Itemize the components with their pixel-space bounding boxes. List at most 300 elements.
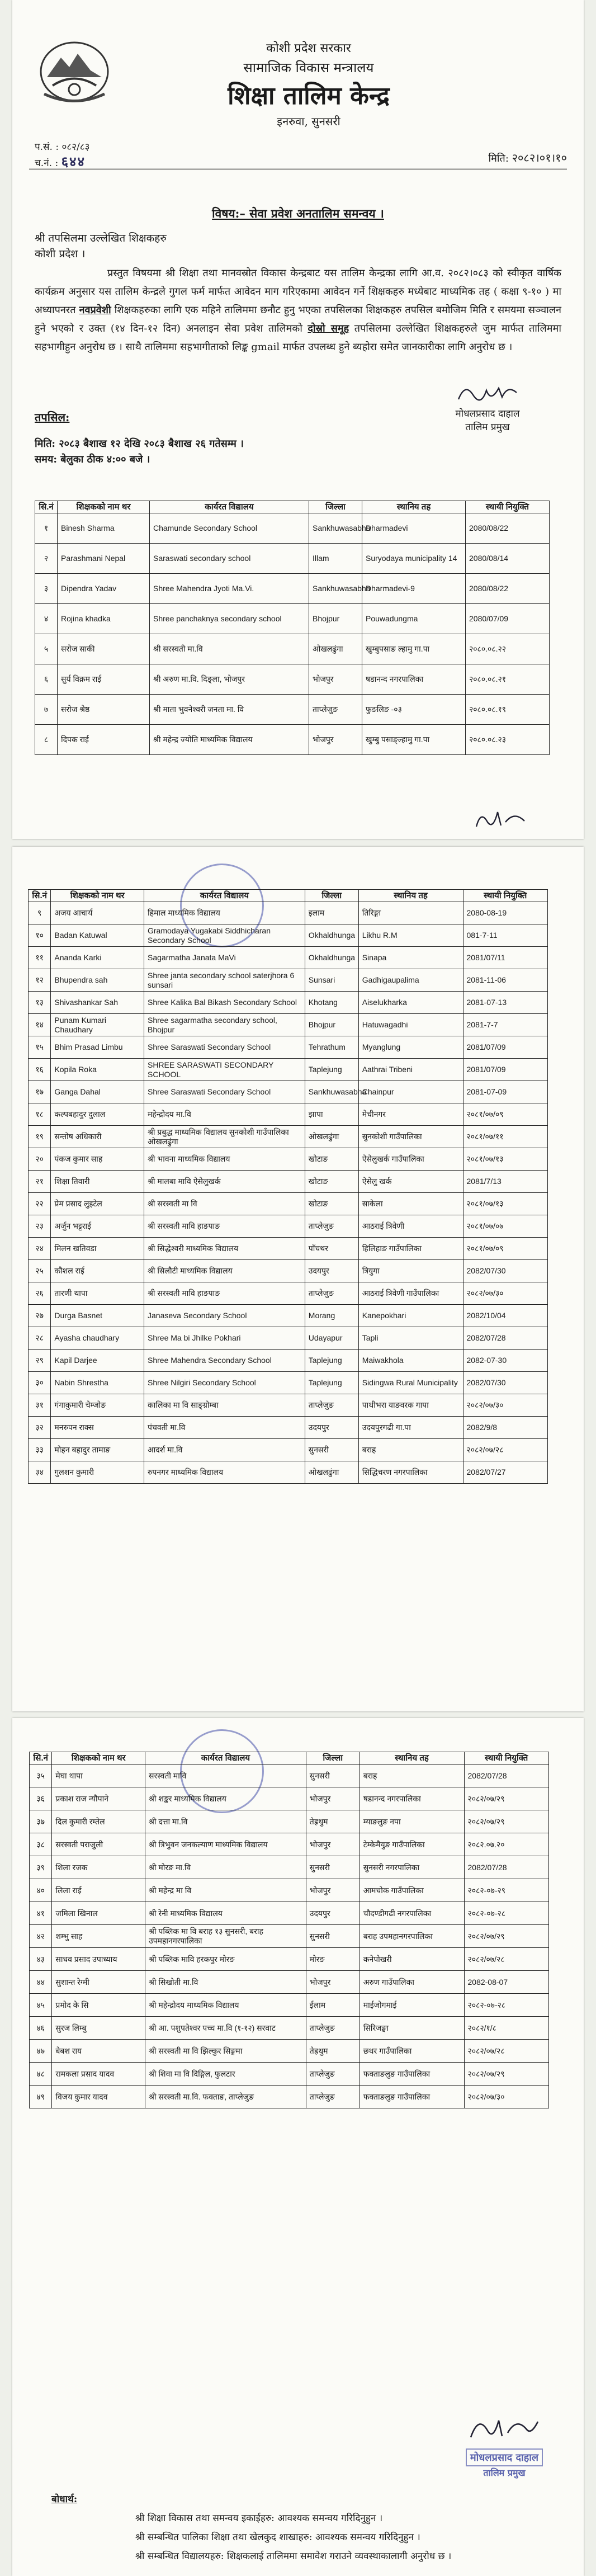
- cell-name: Badan Katuwal: [51, 924, 144, 947]
- cell-district: भोजपुर: [309, 664, 362, 695]
- cell-local-level: Sinapa: [358, 947, 463, 969]
- date-label: मिति:: [488, 153, 509, 164]
- cell-sn: २६: [29, 1282, 51, 1305]
- cell-local-level: खुम्बुपसाङ ल्हामु गा.पा: [362, 634, 466, 664]
- cell-sn: २५: [29, 1260, 51, 1282]
- cell-appointment: 2082/07/27: [463, 1461, 548, 1484]
- col-appointment: स्थायी नियुक्ति: [466, 501, 550, 513]
- office-location: इनरुवा, सुनसरी: [277, 115, 340, 128]
- cell-sn: १६: [29, 1059, 51, 1081]
- cell-district: खोटाङ: [305, 1193, 358, 1215]
- cell-name: Nabin Shrestha: [51, 1372, 144, 1394]
- cell-name: लिला राई: [52, 1879, 145, 1902]
- cell-name: गंगाकुमारी चेम्जोङ: [51, 1394, 144, 1417]
- cell-name: Ganga Dahal: [51, 1081, 144, 1103]
- cell-local-level: Dharmadevi-9: [362, 574, 466, 604]
- col-district: जिल्ला: [309, 501, 362, 513]
- cell-local-level: आठराई त्रिवेणी: [358, 1215, 463, 1238]
- cell-district: खोटाङ: [305, 1171, 358, 1193]
- table-row: [30, 2017, 549, 2040]
- cell-appointment: २०८२-०७-२९: [464, 1879, 549, 1902]
- cell-appointment: 2081/07/11: [463, 947, 548, 969]
- cell-sn: २८: [29, 1327, 51, 1350]
- signature-icon: [465, 2412, 543, 2445]
- cell-appointment: 2080/08/22: [466, 513, 550, 544]
- cell-name: सरोज श्रेष्ठ: [58, 695, 150, 725]
- table-row: [29, 1305, 548, 1327]
- table-row: [29, 924, 548, 947]
- cell-school: Sagarmatha Janata MaVi: [144, 947, 305, 969]
- cell-name: सुरज लिम्बु: [52, 2017, 145, 2040]
- table-row: [35, 695, 550, 725]
- cell-local-level: आमचोक गाउँपालिका: [360, 1879, 464, 1902]
- cell-name: शम्भु साह: [52, 1925, 145, 1948]
- teacher-table-page-3: [29, 1752, 549, 2108]
- cell-school: श्री अरुण मा.वि. दिङ्ला, भोजपुर: [150, 664, 309, 695]
- cell-sn: ३९: [30, 1856, 52, 1879]
- schedule-time: समय: बेलुका ठीक ४:०० बजे ।: [35, 454, 150, 465]
- cell-appointment: २०८१/०७/०९: [463, 1103, 548, 1126]
- cell-name: बेबश राय: [52, 2040, 145, 2063]
- cell-school: Saraswati secondary school: [150, 544, 309, 574]
- cell-school: Shree Saraswati Secondary School: [144, 1081, 305, 1103]
- cell-sn: ३७: [30, 1810, 52, 1833]
- cell-sn: ५: [35, 634, 58, 664]
- cell-name: कौशल राई: [51, 1260, 144, 1282]
- cell-sn: ९: [29, 902, 51, 924]
- col-district: जिल्ला: [305, 890, 358, 902]
- table-row: [29, 1260, 548, 1282]
- cell-district: उदयपुर: [305, 1417, 358, 1439]
- cell-appointment: 2082/07/28: [464, 1764, 549, 1787]
- table-row: [30, 1902, 549, 1925]
- cell-local-level: हिलिहाङ गाउँपालिका: [358, 1238, 463, 1260]
- cell-district: Bhojpur: [305, 1014, 358, 1036]
- cell-local-level: Aiselukharka: [358, 992, 463, 1014]
- cell-school: श्री सरस्वती मावि हाङपाङ: [144, 1282, 305, 1305]
- cell-district: Sankhuwasabha: [305, 1081, 358, 1103]
- salutation: श्री तपसिलमा उल्लेखित शिक्षकहरु: [35, 232, 167, 244]
- addressee-province: कोशी प्रदेश ।: [35, 248, 86, 260]
- cell-appointment: 2080/08/22: [466, 574, 550, 604]
- teacher-table-page-1: [35, 501, 550, 755]
- cell-appointment: 2082/07/28: [464, 1856, 549, 1879]
- cell-school: हिमाल माध्यमिक विद्यालय: [144, 902, 305, 924]
- cell-local-level: चौदण्डीगढी नगरपालिका: [360, 1902, 464, 1925]
- cell-sn: १७: [29, 1081, 51, 1103]
- cell-district: Morang: [305, 1305, 358, 1327]
- office-name: शिक्षा तालिम केन्द्र: [228, 82, 390, 110]
- cell-name: मनरुपन राक्स: [51, 1417, 144, 1439]
- stamp-name: मोधलप्रसाद दाहाल: [466, 2448, 543, 2466]
- cell-appointment: 2081-07-13: [463, 992, 548, 1014]
- cell-name: दिपक राई: [58, 725, 150, 755]
- signature-block: [415, 380, 560, 434]
- cell-local-level: फुङलिङ -०३: [362, 695, 466, 725]
- cell-local-level: टेम्केमैयुङ गाउँपालिका: [360, 1833, 464, 1856]
- cell-school: श्री महेन्द्रोदय माध्यमिक विद्यालय: [145, 1994, 306, 2017]
- cell-appointment: 2080/08/14: [466, 544, 550, 574]
- cell-local-level: छथर गाउँपालिका: [360, 2040, 464, 2063]
- letterhead: [152, 39, 465, 129]
- cell-name: रामकला प्रसाद यादव: [52, 2063, 145, 2086]
- signatory-title: तालिम प्रमुख: [465, 422, 510, 433]
- cell-appointment: 2082/07/28: [463, 1327, 548, 1350]
- table-row: [29, 1394, 548, 1417]
- cell-sn: २: [35, 544, 58, 574]
- cell-district: ताप्लेजुङ: [306, 2017, 360, 2040]
- table-row: [30, 1925, 549, 1948]
- cell-district: Sankhuwasabha: [309, 574, 362, 604]
- cell-sn: ३४: [29, 1461, 51, 1484]
- cc-item: श्री सम्बन्धित विद्यालयहरु: शिक्षकलाई तालिममा समावेश गराउने व्यवस्थाकालागी अनुरोध छ ।: [135, 2551, 452, 2562]
- col-name: शिक्षकको नाम थर: [58, 501, 150, 513]
- cell-appointment: 2081-7-7: [463, 1014, 548, 1036]
- col-sn: सि.नं: [29, 890, 51, 902]
- cell-district: Khotang: [305, 992, 358, 1014]
- cell-local-level: मेचीनगर: [358, 1103, 463, 1126]
- table-row: [30, 1856, 549, 1879]
- cc-label: बोधार्थ:: [51, 2494, 78, 2505]
- table-row: [29, 1439, 548, 1461]
- cell-local-level: सिरिजङ्घा: [360, 2017, 464, 2040]
- table-row: [29, 947, 548, 969]
- table-row: [30, 2040, 549, 2063]
- cell-sn: २७: [29, 1305, 51, 1327]
- cell-local-level: Suryodaya municipality 14: [362, 544, 466, 574]
- cell-sn: २९: [29, 1350, 51, 1372]
- cell-district: भोजपुर: [306, 1971, 360, 1994]
- cell-local-level: तिरिङ्गा: [358, 902, 463, 924]
- cell-sn: २३: [29, 1215, 51, 1238]
- cell-name: Bhupendra sah: [51, 969, 144, 992]
- cc-block: [51, 2490, 451, 2566]
- cell-name: सरोज साकी: [58, 634, 150, 664]
- table-row: [29, 1014, 548, 1036]
- table-row: [29, 1081, 548, 1103]
- cell-name: Bhim Prasad Limbu: [51, 1036, 144, 1059]
- cell-appointment: २०८१/०७/१३: [463, 1148, 548, 1171]
- cell-sn: १३: [29, 992, 51, 1014]
- cell-appointment: २०८२/०७/३०: [463, 1394, 548, 1417]
- table-header-row: [35, 501, 550, 513]
- cell-school: श्री मालबा मावि ऐसेलुखर्क: [144, 1171, 305, 1193]
- cell-name: तारणी थापा: [51, 1282, 144, 1305]
- cell-school: रुपनगर माध्यमिक विद्यालय: [144, 1461, 305, 1484]
- cell-name: कल्पबहादुर दुलाल: [51, 1103, 144, 1126]
- signature-icon: [454, 380, 521, 405]
- table-row: [30, 1810, 549, 1833]
- table-row: [29, 1215, 548, 1238]
- cell-local-level: Tapli: [358, 1327, 463, 1350]
- cell-name: जमिला खिनाल: [52, 1902, 145, 1925]
- cell-district: ताप्लेजुङ: [305, 1215, 358, 1238]
- letter-subject: विषय:– सेवा प्रवेश अनतालिम समन्वय ।: [212, 206, 384, 220]
- cell-sn: २४: [29, 1238, 51, 1260]
- table-row: [35, 544, 550, 574]
- cell-district: पाँचथर: [305, 1238, 358, 1260]
- dispatch-number: ६४४: [61, 154, 86, 169]
- table-row: [35, 664, 550, 695]
- cell-appointment: २०८०.०८.२२: [466, 634, 550, 664]
- cell-appointment: २०८२/०७/२८: [463, 1439, 548, 1461]
- table-row: [29, 992, 548, 1014]
- cell-sn: ४६: [30, 2017, 52, 2040]
- cell-local-level: Gadhigaupalima: [358, 969, 463, 992]
- cell-school: श्री सरस्वती मा.वि: [150, 634, 309, 664]
- cell-name: Shivashankar Sah: [51, 992, 144, 1014]
- cell-school: Shree panchaknya secondary school: [150, 604, 309, 634]
- cell-sn: २२: [29, 1193, 51, 1215]
- cell-district: Udayapur: [305, 1327, 358, 1350]
- cell-school: Shree janta secondary school saterjhora 6 sunsari: [144, 969, 305, 992]
- cell-district: सुनसरी: [306, 1764, 360, 1787]
- cell-school: Shree Mahendra Secondary School: [144, 1350, 305, 1372]
- cell-district: भोजपुर: [306, 1833, 360, 1856]
- cell-appointment: 2082-07-30: [463, 1350, 548, 1372]
- cell-sn: ४३: [30, 1948, 52, 1971]
- cell-local-level: Likhu R.M: [358, 924, 463, 947]
- cell-appointment: 2081-07-09: [463, 1081, 548, 1103]
- cell-name: सन्तोष अधिकारी: [51, 1126, 144, 1148]
- table-row: [35, 634, 550, 664]
- cell-school: श्री पब्लिक मावि हरकपुर मोरङ: [145, 1948, 306, 1971]
- cell-name: मिलन खतिवडा: [51, 1238, 144, 1260]
- cell-sn: ३५: [30, 1764, 52, 1787]
- cell-sn: ३६: [30, 1787, 52, 1810]
- table-row: [29, 1171, 548, 1193]
- letter-page-1: [12, 0, 584, 839]
- stamp-title: तालिम प्रमुख: [483, 2468, 526, 2478]
- fiscal-year: प.सं. : ०८२/८३: [35, 141, 90, 153]
- cell-local-level: Pouwadungma: [362, 604, 466, 634]
- table-row: [29, 902, 548, 924]
- table-row: [29, 1282, 548, 1305]
- cell-district: Bhojpur: [309, 604, 362, 634]
- table-header-row: [29, 890, 548, 902]
- cell-local-level: बराह: [360, 1764, 464, 1787]
- cell-name: प्रेम प्रसाद लुइटेल: [51, 1193, 144, 1215]
- highlight-second-group: दोस्रो समूह: [308, 323, 349, 334]
- col-sn: सि.नं: [35, 501, 58, 513]
- cell-name: प्रकाश राज न्यौपाने: [52, 1787, 145, 1810]
- cell-local-level: कनेपोखरी: [360, 1948, 464, 1971]
- cell-appointment: २०८१/०७/०९: [463, 1238, 548, 1260]
- cell-appointment: २०८२/०७/३०: [464, 2086, 549, 2108]
- cell-sn: ११: [29, 947, 51, 969]
- cell-local-level: सुनकोशी गाउँपालिका: [358, 1126, 463, 1148]
- signatory-name: मोधलप्रसाद दाहाल: [455, 408, 520, 419]
- col-name: शिक्षकको नाम थर: [51, 890, 144, 902]
- cell-sn: २०: [29, 1148, 51, 1171]
- cell-school: Chamunde Secondary School: [150, 513, 309, 544]
- cell-name: सुर्य विक्रम राई: [58, 664, 150, 695]
- col-local-level: स्थानिय तह: [362, 501, 466, 513]
- initials-icon: [471, 805, 532, 833]
- table-row: [30, 1764, 549, 1787]
- col-school: कार्यरत विद्यालय: [145, 1752, 306, 1764]
- cell-name: साधव प्रसाद उपाध्याय: [52, 1948, 145, 1971]
- cell-district: भोजपुर: [309, 725, 362, 755]
- cell-school: श्री महेन्द्र ज्योति माध्यमिक विद्यालय: [150, 725, 309, 755]
- nepal-emblem-icon: [36, 38, 113, 105]
- cell-district: Okhaldhunga: [305, 924, 358, 947]
- table-header-row: [30, 1752, 549, 1764]
- cell-school: पंचवती मा.वि: [144, 1417, 305, 1439]
- table-row: [29, 1193, 548, 1215]
- cell-local-level: ऐसेलु खर्क: [358, 1171, 463, 1193]
- table-row: [30, 1833, 549, 1856]
- cell-local-level: पाथीभरा याङवरक गापा: [358, 1394, 463, 1417]
- cell-district: ताप्लेजुङ: [305, 1394, 358, 1417]
- cell-district: Illam: [309, 544, 362, 574]
- cell-district: भोजपुर: [306, 1879, 360, 1902]
- table-row: [29, 1059, 548, 1081]
- cell-sn: ८: [35, 725, 58, 755]
- cell-name: अजय आचार्य: [51, 902, 144, 924]
- cell-district: Taplejung: [305, 1372, 358, 1394]
- date-value: २०८२।०१।१०: [512, 151, 567, 164]
- cell-district: ईलाम: [306, 1994, 360, 2017]
- cell-local-level: म्याङलुङ नपा: [360, 1810, 464, 1833]
- cell-name: दिल कुमारी रम्तेल: [52, 1810, 145, 1833]
- cell-local-level: Hatuwagadhi: [358, 1014, 463, 1036]
- cell-appointment: 081-7-11: [463, 924, 548, 947]
- cell-local-level: षडानन्द नगरपालिका: [360, 1787, 464, 1810]
- cell-district: मोरङ: [306, 1948, 360, 1971]
- cell-sn: १०: [29, 924, 51, 947]
- cell-name: शिला रजक: [52, 1856, 145, 1879]
- highlight-new-entrant: नवप्रवेशी: [79, 304, 111, 316]
- cell-local-level: माईजोगमाई: [360, 1994, 464, 2017]
- col-sn: सि.नं: [30, 1752, 52, 1764]
- col-district: जिल्ला: [306, 1752, 360, 1764]
- cell-name: Dipendra Yadav: [58, 574, 150, 604]
- cell-district: ताप्लेजुङ: [306, 2086, 360, 2108]
- cell-appointment: 2081/7/13: [463, 1171, 548, 1193]
- cell-sn: १९: [29, 1126, 51, 1148]
- cell-name: पंकज कुमार साह: [51, 1148, 144, 1171]
- table-row: [35, 574, 550, 604]
- cell-sn: १४: [29, 1014, 51, 1036]
- cell-sn: ४१: [30, 1902, 52, 1925]
- cell-school: श्री मोरङ मा.वि: [145, 1856, 306, 1879]
- cell-appointment: २०८२-०७-२८: [464, 1994, 549, 2017]
- cell-local-level: Aathrai Tribeni: [358, 1059, 463, 1081]
- cell-sn: ४९: [30, 2086, 52, 2108]
- cell-local-level: फक्ताङलुङ गाउँपालिका: [360, 2063, 464, 2086]
- cell-sn: २१: [29, 1171, 51, 1193]
- cell-school: Gramodaya Yugakabi Siddhicharan Secondary School: [144, 924, 305, 947]
- cell-appointment: 2081/07/09: [463, 1036, 548, 1059]
- cell-appointment: २०८२-०७-२८: [464, 1902, 549, 1925]
- col-appointment: स्थायी नियुक्ति: [464, 1752, 549, 1764]
- cell-name: मोहन बहादुर तामाङ: [51, 1439, 144, 1461]
- cell-appointment: २०८०.०८.२१: [466, 664, 550, 695]
- cell-sn: १५: [29, 1036, 51, 1059]
- cell-local-level: Myanglung: [358, 1036, 463, 1059]
- cell-appointment: 2082-08-07: [464, 1971, 549, 1994]
- cell-appointment: २०८२/०७/२९: [464, 2063, 549, 2086]
- cell-school: श्री आ. पशुपतेश्वर पच्च मा.वि (१-१२) सरवाट: [145, 2017, 306, 2040]
- table-row: [30, 2086, 549, 2108]
- cell-district: Okhaldhunga: [305, 947, 358, 969]
- cell-local-level: Dharmadevi: [362, 513, 466, 544]
- cell-name: गुलशन कुमारी: [51, 1461, 144, 1484]
- cell-district: उदयपुर: [306, 1902, 360, 1925]
- cell-school: श्री दत्ता मा.वि: [145, 1810, 306, 1833]
- cell-name: अर्जुन भट्टराई: [51, 1215, 144, 1238]
- cell-local-level: त्रियुगा: [358, 1260, 463, 1282]
- cell-sn: ४२: [30, 1925, 52, 1948]
- cell-district: Taplejung: [305, 1059, 358, 1081]
- cell-sn: ४८: [30, 2063, 52, 2086]
- cell-school: श्री सरस्वती मा वि झिल्कुर सिङ्गमा: [145, 2040, 306, 2063]
- table-row: [30, 1879, 549, 1902]
- table-row: [30, 2063, 549, 2086]
- cell-school: श्री पब्लिक मा वि बराह १३ सुनसरी, बराह उपमहानगरपालिका: [145, 1925, 306, 1948]
- cell-local-level: Chainpur: [358, 1081, 463, 1103]
- cell-name: Binesh Sharma: [58, 513, 150, 544]
- ministry-name: सामाजिक विकास मन्त्रालय: [243, 60, 374, 76]
- cell-district: उदयपुर: [305, 1260, 358, 1282]
- cell-district: ओखलढुंगा: [309, 634, 362, 664]
- table-row: [29, 1417, 548, 1439]
- cell-school: SHREE SARASWATI SECONDARY SCHOOL: [144, 1059, 305, 1081]
- cell-district: ताप्लेजुङ: [309, 695, 362, 725]
- cell-sn: ३०: [29, 1372, 51, 1394]
- cell-appointment: 2080/07/09: [466, 604, 550, 634]
- table-row: [35, 604, 550, 634]
- table-row: [29, 1350, 548, 1372]
- table-row: [30, 1971, 549, 1994]
- cell-local-level: षडानन्द नगरपालिका: [362, 664, 466, 695]
- cell-name: Ananda Karki: [51, 947, 144, 969]
- cell-district: सुनसरी: [306, 1925, 360, 1948]
- cell-sn: ३: [35, 574, 58, 604]
- cell-sn: १२: [29, 969, 51, 992]
- col-name: शिक्षकको नाम थर: [52, 1752, 145, 1764]
- cell-school: श्री सरस्वती मावि हाङपाङ: [144, 1215, 305, 1238]
- cell-school: आदर्श मा.वि: [144, 1439, 305, 1461]
- cc-item: श्री शिक्षा विकास तथा समन्वय इकाईहरु: आवश्यक समन्वय गरिदिनुहुन ।: [135, 2513, 383, 2524]
- cell-local-level: सुनसरी नगरपालिका: [360, 1856, 464, 1879]
- cell-sn: १: [35, 513, 58, 544]
- cell-local-level: बराह: [358, 1439, 463, 1461]
- cell-name: Ayasha chaudhary: [51, 1327, 144, 1350]
- cell-appointment: 2081-11-06: [463, 969, 548, 992]
- cell-name: सरस्वती पराजुली: [52, 1833, 145, 1856]
- cell-sn: ७: [35, 695, 58, 725]
- header-divider: [29, 168, 567, 169]
- cell-school: सरस्वती मावि: [145, 1764, 306, 1787]
- letter-page-3: [12, 1718, 584, 2576]
- cell-name: Punam Kumari Chaudhary: [51, 1014, 144, 1036]
- cell-appointment: २०८२/०७/२९: [464, 1787, 549, 1810]
- cell-local-level: Kanepokhari: [358, 1305, 463, 1327]
- cell-school: कालिका मा वि साङ्ग्रोम्बा: [144, 1394, 305, 1417]
- table-row: [29, 969, 548, 992]
- schedule-details: [35, 436, 244, 468]
- table-row: [29, 1036, 548, 1059]
- cell-school: श्री शिवा मा वि दिङ्गिल, फुलटार: [145, 2063, 306, 2086]
- cell-local-level: उदयपुरगढी गा.पा: [358, 1417, 463, 1439]
- teacher-table-page-2: [28, 889, 548, 1484]
- cell-sn: ३८: [30, 1833, 52, 1856]
- cell-appointment: २०८०.०८.१९: [466, 695, 550, 725]
- cell-local-level: ऐसेलुखर्क गाउँपालिका: [358, 1148, 463, 1171]
- cell-district: इलाम: [305, 902, 358, 924]
